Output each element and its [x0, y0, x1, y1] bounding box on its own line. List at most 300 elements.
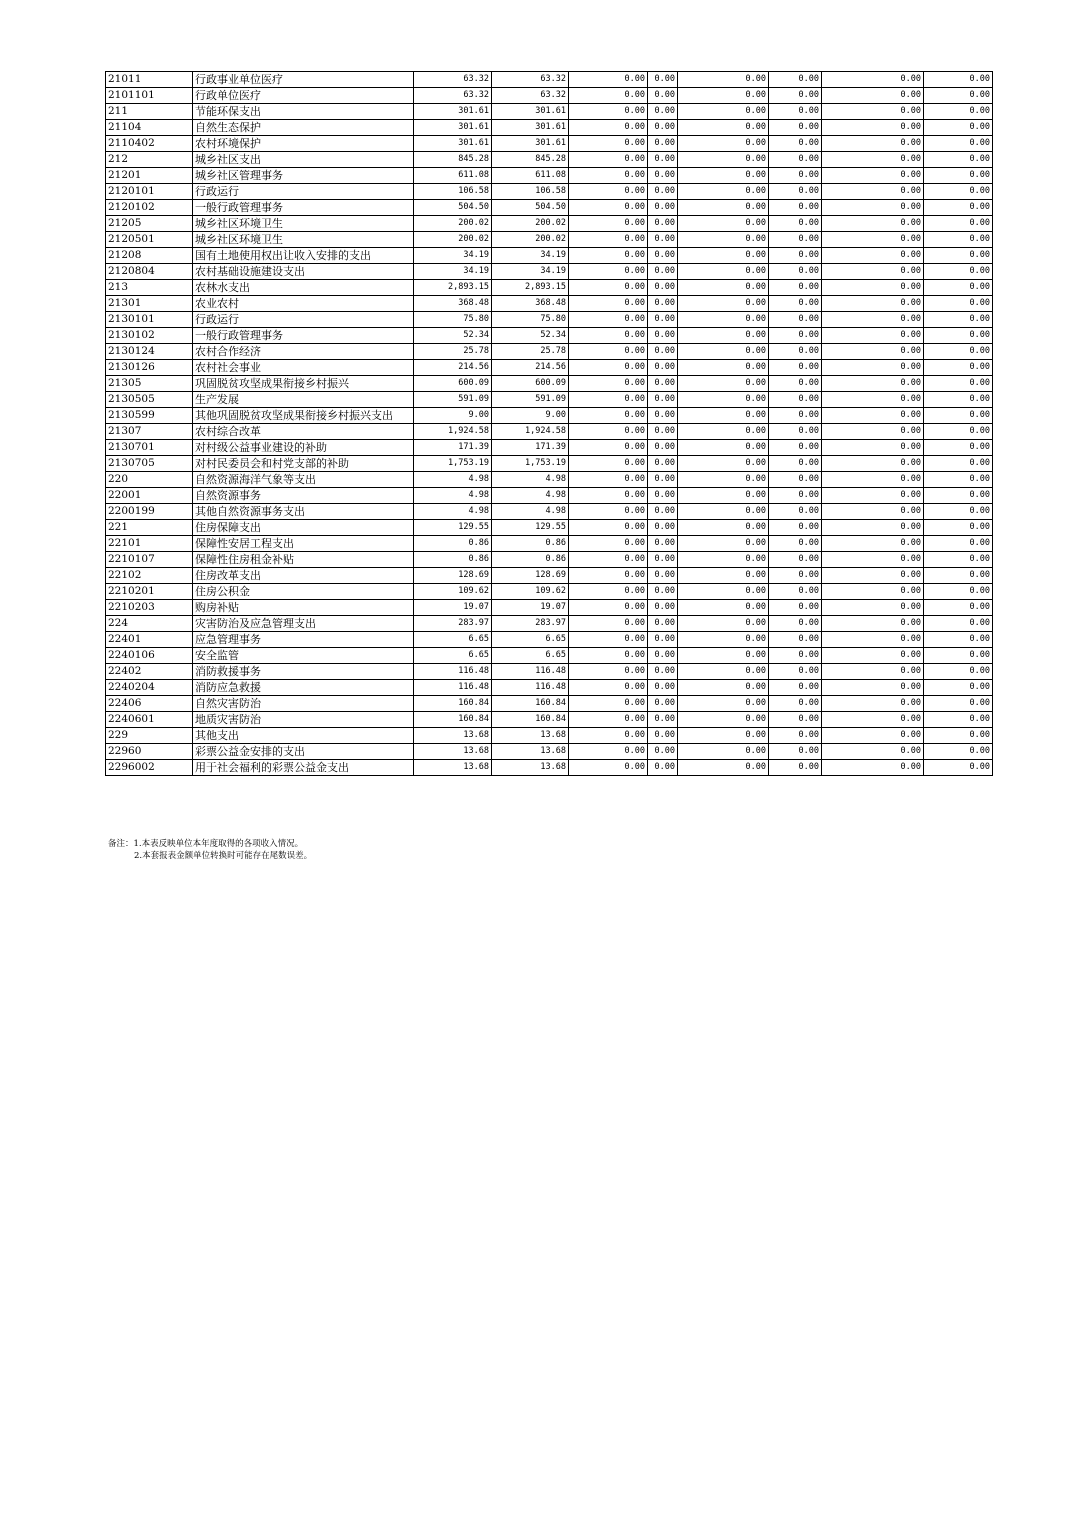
amount-cell: 0.00 — [648, 456, 678, 472]
amount-cell: 0.00 — [648, 744, 678, 760]
subject-code-cell: 2130102 — [106, 328, 193, 344]
table-row — [106, 120, 993, 136]
subject-name-cell: 生产发展 — [193, 392, 414, 408]
amount-cell: 0.00 — [678, 312, 769, 328]
amount-cell: 200.02 — [492, 216, 569, 232]
amount-cell: 504.50 — [492, 200, 569, 216]
amount-cell: 0.00 — [678, 408, 769, 424]
amount-cell: 0.00 — [822, 744, 924, 760]
subject-name-cell: 保障性安居工程支出 — [193, 536, 414, 552]
amount-cell: 0.00 — [678, 296, 769, 312]
amount-cell: 0.00 — [822, 696, 924, 712]
amount-cell: 0.00 — [648, 88, 678, 104]
amount-cell: 2,893.15 — [414, 280, 492, 296]
amount-cell: 0.00 — [569, 184, 648, 200]
amount-cell: 75.80 — [492, 312, 569, 328]
subject-name-cell: 用于社会福利的彩票公益金支出 — [193, 760, 414, 776]
subject-code-cell: 22102 — [106, 568, 193, 584]
subject-code-cell: 2130124 — [106, 344, 193, 360]
amount-cell: 0.00 — [678, 440, 769, 456]
amount-cell: 0.86 — [492, 552, 569, 568]
subject-name-cell: 行政事业单位医疗 — [193, 72, 414, 88]
amount-cell: 0.00 — [924, 200, 993, 216]
table-row — [106, 280, 993, 296]
table-row — [106, 152, 993, 168]
amount-cell: 0.00 — [569, 440, 648, 456]
table-body — [106, 72, 993, 776]
amount-cell: 6.65 — [414, 632, 492, 648]
amount-cell: 0.00 — [678, 456, 769, 472]
amount-cell: 0.00 — [569, 424, 648, 440]
amount-cell: 0.00 — [822, 232, 924, 248]
amount-cell: 0.00 — [769, 568, 822, 584]
subject-code-cell: 2110402 — [106, 136, 193, 152]
amount-cell: 0.00 — [648, 472, 678, 488]
subject-code-cell: 21208 — [106, 248, 193, 264]
amount-cell: 0.00 — [569, 520, 648, 536]
amount-cell: 0.00 — [569, 456, 648, 472]
amount-cell: 845.28 — [492, 152, 569, 168]
subject-code-cell: 224 — [106, 616, 193, 632]
amount-cell: 0.00 — [924, 744, 993, 760]
footnote-2: 2.本套报表金额单位转换时可能存在尾数误差。 — [134, 851, 313, 861]
subject-name-cell: 城乡社区支出 — [193, 152, 414, 168]
amount-cell: 0.00 — [678, 376, 769, 392]
subject-name-cell: 消防救援事务 — [193, 664, 414, 680]
subject-code-cell: 21201 — [106, 168, 193, 184]
amount-cell: 0.00 — [569, 232, 648, 248]
amount-cell: 0.00 — [924, 184, 993, 200]
amount-cell: 0.00 — [569, 408, 648, 424]
amount-cell: 0.00 — [924, 552, 993, 568]
amount-cell: 0.00 — [648, 536, 678, 552]
amount-cell: 0.00 — [678, 648, 769, 664]
table-row — [106, 328, 993, 344]
amount-cell: 0.00 — [769, 248, 822, 264]
amount-cell: 0.00 — [924, 360, 993, 376]
amount-cell: 0.00 — [924, 408, 993, 424]
table-row — [106, 520, 993, 536]
amount-cell: 25.78 — [492, 344, 569, 360]
amount-cell: 0.00 — [822, 104, 924, 120]
amount-cell: 171.39 — [414, 440, 492, 456]
subject-name-cell: 农业农村 — [193, 296, 414, 312]
amount-cell: 301.61 — [492, 104, 569, 120]
amount-cell: 0.00 — [569, 536, 648, 552]
amount-cell: 0.00 — [648, 760, 678, 776]
amount-cell: 0.00 — [569, 152, 648, 168]
subject-code-cell: 21301 — [106, 296, 193, 312]
subject-code-cell: 2120101 — [106, 184, 193, 200]
amount-cell: 0.00 — [924, 312, 993, 328]
subject-code-cell: 2120501 — [106, 232, 193, 248]
amount-cell: 0.00 — [924, 760, 993, 776]
amount-cell: 0.00 — [822, 248, 924, 264]
amount-cell: 0.00 — [569, 392, 648, 408]
amount-cell: 0.00 — [924, 392, 993, 408]
subject-code-cell: 21305 — [106, 376, 193, 392]
amount-cell: 0.86 — [414, 536, 492, 552]
amount-cell: 0.00 — [648, 248, 678, 264]
amount-cell: 1,924.58 — [492, 424, 569, 440]
subject-name-cell: 城乡社区环境卫生 — [193, 216, 414, 232]
subject-code-cell: 212 — [106, 152, 193, 168]
amount-cell: 0.00 — [769, 456, 822, 472]
subject-name-cell: 行政运行 — [193, 312, 414, 328]
amount-cell: 0.00 — [648, 728, 678, 744]
subject-code-cell: 2101101 — [106, 88, 193, 104]
subject-name-cell: 其他自然资源事务支出 — [193, 504, 414, 520]
amount-cell: 0.00 — [822, 440, 924, 456]
amount-cell: 0.00 — [648, 568, 678, 584]
amount-cell: 109.62 — [414, 584, 492, 600]
table-row — [106, 664, 993, 680]
amount-cell: 0.00 — [924, 648, 993, 664]
amount-cell: 34.19 — [414, 248, 492, 264]
amount-cell: 63.32 — [414, 72, 492, 88]
amount-cell: 0.00 — [924, 664, 993, 680]
amount-cell: 301.61 — [414, 136, 492, 152]
amount-cell: 0.00 — [569, 264, 648, 280]
subject-code-cell: 220 — [106, 472, 193, 488]
subject-name-cell: 其他支出 — [193, 728, 414, 744]
subject-name-cell: 一般行政管理事务 — [193, 328, 414, 344]
amount-cell: 52.34 — [492, 328, 569, 344]
amount-cell: 1,753.19 — [414, 456, 492, 472]
amount-cell: 0.00 — [678, 168, 769, 184]
amount-cell: 160.84 — [492, 696, 569, 712]
amount-cell: 0.00 — [822, 760, 924, 776]
amount-cell: 0.00 — [769, 536, 822, 552]
subject-code-cell: 2130505 — [106, 392, 193, 408]
amount-cell: 0.00 — [822, 360, 924, 376]
amount-cell: 0.00 — [924, 568, 993, 584]
amount-cell: 0.00 — [769, 280, 822, 296]
subject-name-cell: 农村合作经济 — [193, 344, 414, 360]
subject-code-cell: 2240204 — [106, 680, 193, 696]
amount-cell: 0.00 — [678, 280, 769, 296]
amount-cell: 0.00 — [924, 248, 993, 264]
subject-code-cell: 2130101 — [106, 312, 193, 328]
amount-cell: 0.00 — [769, 504, 822, 520]
subject-name-cell: 城乡社区管理事务 — [193, 168, 414, 184]
amount-cell: 0.00 — [822, 136, 924, 152]
amount-cell: 0.00 — [648, 632, 678, 648]
subject-name-cell: 灾害防治及应急管理支出 — [193, 616, 414, 632]
amount-cell: 0.00 — [648, 328, 678, 344]
amount-cell: 0.00 — [822, 648, 924, 664]
amount-cell: 0.00 — [648, 232, 678, 248]
amount-cell: 0.00 — [822, 616, 924, 632]
amount-cell: 0.00 — [678, 200, 769, 216]
amount-cell: 0.00 — [769, 552, 822, 568]
amount-cell: 0.00 — [648, 360, 678, 376]
amount-cell: 0.00 — [924, 536, 993, 552]
subject-name-cell: 住房公积金 — [193, 584, 414, 600]
amount-cell: 0.00 — [648, 184, 678, 200]
table-row — [106, 88, 993, 104]
amount-cell: 0.00 — [569, 584, 648, 600]
subject-name-cell: 自然资源海洋气象等支出 — [193, 472, 414, 488]
table-row — [106, 296, 993, 312]
amount-cell: 106.58 — [492, 184, 569, 200]
amount-cell: 128.69 — [492, 568, 569, 584]
amount-cell: 0.00 — [822, 216, 924, 232]
amount-cell: 0.00 — [924, 632, 993, 648]
amount-cell: 0.00 — [822, 680, 924, 696]
amount-cell: 0.00 — [769, 392, 822, 408]
amount-cell: 1,924.58 — [414, 424, 492, 440]
amount-cell: 0.00 — [924, 728, 993, 744]
amount-cell: 0.00 — [769, 376, 822, 392]
amount-cell: 0.00 — [822, 472, 924, 488]
amount-cell: 0.00 — [569, 328, 648, 344]
amount-cell: 0.00 — [648, 344, 678, 360]
amount-cell: 845.28 — [414, 152, 492, 168]
amount-cell: 0.00 — [678, 184, 769, 200]
amount-cell: 0.00 — [678, 536, 769, 552]
amount-cell: 0.00 — [569, 712, 648, 728]
amount-cell: 0.00 — [822, 424, 924, 440]
subject-code-cell: 22406 — [106, 696, 193, 712]
amount-cell: 0.00 — [769, 520, 822, 536]
amount-cell: 1,753.19 — [492, 456, 569, 472]
table-row — [106, 584, 993, 600]
amount-cell: 0.00 — [648, 584, 678, 600]
amount-cell: 0.00 — [648, 520, 678, 536]
subject-name-cell: 住房保障支出 — [193, 520, 414, 536]
amount-cell: 0.00 — [678, 568, 769, 584]
amount-cell: 128.69 — [414, 568, 492, 584]
amount-cell: 63.32 — [492, 88, 569, 104]
amount-cell: 13.68 — [414, 744, 492, 760]
amount-cell: 0.00 — [569, 488, 648, 504]
amount-cell: 0.00 — [769, 264, 822, 280]
amount-cell: 214.56 — [492, 360, 569, 376]
amount-cell: 63.32 — [492, 72, 569, 88]
amount-cell: 0.00 — [569, 72, 648, 88]
amount-cell: 0.00 — [678, 744, 769, 760]
amount-cell: 0.00 — [678, 696, 769, 712]
table-row — [106, 504, 993, 520]
amount-cell: 0.00 — [822, 168, 924, 184]
subject-name-cell: 节能环保支出 — [193, 104, 414, 120]
amount-cell: 0.00 — [924, 424, 993, 440]
amount-cell: 0.00 — [678, 328, 769, 344]
amount-cell: 129.55 — [492, 520, 569, 536]
subject-name-cell: 行政单位医疗 — [193, 88, 414, 104]
subject-code-cell: 22101 — [106, 536, 193, 552]
amount-cell: 116.48 — [414, 680, 492, 696]
amount-cell: 0.00 — [822, 408, 924, 424]
amount-cell: 0.00 — [769, 760, 822, 776]
amount-cell: 0.00 — [822, 392, 924, 408]
table-row — [106, 136, 993, 152]
amount-cell: 4.98 — [414, 504, 492, 520]
table-row — [106, 200, 993, 216]
table-row — [106, 408, 993, 424]
subject-code-cell: 2240106 — [106, 648, 193, 664]
amount-cell: 0.00 — [822, 88, 924, 104]
amount-cell: 0.00 — [822, 296, 924, 312]
subject-name-cell: 自然资源事务 — [193, 488, 414, 504]
amount-cell: 0.00 — [569, 312, 648, 328]
amount-cell: 160.84 — [414, 696, 492, 712]
amount-cell: 0.00 — [822, 568, 924, 584]
subject-code-cell: 2130126 — [106, 360, 193, 376]
amount-cell: 0.00 — [678, 712, 769, 728]
amount-cell: 0.00 — [769, 104, 822, 120]
footnote-1: 备注：1.本表反映单位本年度取得的各项收入情况。 — [108, 839, 304, 849]
amount-cell: 13.68 — [492, 760, 569, 776]
amount-cell: 0.00 — [648, 72, 678, 88]
amount-cell: 0.00 — [924, 88, 993, 104]
amount-cell: 0.00 — [678, 632, 769, 648]
amount-cell: 116.48 — [492, 664, 569, 680]
amount-cell: 0.00 — [648, 408, 678, 424]
amount-cell: 4.98 — [492, 472, 569, 488]
amount-cell: 0.00 — [769, 360, 822, 376]
amount-cell: 0.00 — [648, 200, 678, 216]
amount-cell: 283.97 — [492, 616, 569, 632]
amount-cell: 0.00 — [769, 408, 822, 424]
subject-name-cell: 农村综合改革 — [193, 424, 414, 440]
amount-cell: 0.00 — [822, 280, 924, 296]
amount-cell: 4.98 — [414, 488, 492, 504]
amount-cell: 0.00 — [769, 200, 822, 216]
subject-code-cell: 21307 — [106, 424, 193, 440]
amount-cell: 0.00 — [822, 664, 924, 680]
amount-cell: 0.00 — [924, 136, 993, 152]
subject-code-cell: 22960 — [106, 744, 193, 760]
subject-name-cell: 城乡社区环境卫生 — [193, 232, 414, 248]
amount-cell: 63.32 — [414, 88, 492, 104]
subject-name-cell: 住房改革支出 — [193, 568, 414, 584]
amount-cell: 301.61 — [492, 120, 569, 136]
amount-cell: 0.00 — [769, 136, 822, 152]
subject-name-cell: 行政运行 — [193, 184, 414, 200]
amount-cell: 600.09 — [492, 376, 569, 392]
amount-cell: 0.00 — [569, 168, 648, 184]
amount-cell: 0.00 — [769, 120, 822, 136]
amount-cell: 611.08 — [492, 168, 569, 184]
amount-cell: 0.00 — [822, 552, 924, 568]
table-row — [106, 344, 993, 360]
table-row — [106, 72, 993, 88]
subject-code-cell: 2130701 — [106, 440, 193, 456]
amount-cell: 0.00 — [822, 312, 924, 328]
subject-code-cell: 21011 — [106, 72, 193, 88]
amount-cell: 0.00 — [569, 104, 648, 120]
subject-name-cell: 自然生态保护 — [193, 120, 414, 136]
subject-code-cell: 2210201 — [106, 584, 193, 600]
amount-cell: 0.00 — [924, 472, 993, 488]
amount-cell: 34.19 — [492, 248, 569, 264]
subject-code-cell: 2130599 — [106, 408, 193, 424]
amount-cell: 0.00 — [648, 712, 678, 728]
table-row — [106, 232, 993, 248]
table-row — [106, 600, 993, 616]
amount-cell: 0.00 — [769, 728, 822, 744]
amount-cell: 129.55 — [414, 520, 492, 536]
amount-cell: 0.00 — [648, 296, 678, 312]
subject-code-cell: 2210107 — [106, 552, 193, 568]
amount-cell: 0.00 — [924, 104, 993, 120]
amount-cell: 13.68 — [492, 744, 569, 760]
amount-cell: 0.00 — [822, 712, 924, 728]
amount-cell: 160.84 — [414, 712, 492, 728]
amount-cell: 0.00 — [678, 760, 769, 776]
amount-cell: 4.98 — [492, 504, 569, 520]
amount-cell: 283.97 — [414, 616, 492, 632]
table-row — [106, 744, 993, 760]
amount-cell: 200.02 — [414, 232, 492, 248]
amount-cell: 34.19 — [414, 264, 492, 280]
amount-cell: 0.00 — [769, 440, 822, 456]
amount-cell: 0.00 — [648, 264, 678, 280]
amount-cell: 0.00 — [769, 88, 822, 104]
table-row — [106, 184, 993, 200]
amount-cell: 0.00 — [924, 440, 993, 456]
amount-cell: 0.00 — [678, 664, 769, 680]
amount-cell: 52.34 — [414, 328, 492, 344]
amount-cell: 9.00 — [414, 408, 492, 424]
amount-cell: 504.50 — [414, 200, 492, 216]
table-row — [106, 264, 993, 280]
amount-cell: 160.84 — [492, 712, 569, 728]
amount-cell: 0.00 — [924, 344, 993, 360]
amount-cell: 0.00 — [769, 600, 822, 616]
subject-name-cell: 应急管理事务 — [193, 632, 414, 648]
amount-cell: 0.00 — [569, 728, 648, 744]
table-row — [106, 712, 993, 728]
amount-cell: 200.02 — [492, 232, 569, 248]
amount-cell: 0.00 — [924, 584, 993, 600]
amount-cell: 0.00 — [924, 72, 993, 88]
amount-cell: 0.00 — [822, 488, 924, 504]
subject-code-cell: 211 — [106, 104, 193, 120]
amount-cell: 0.00 — [924, 296, 993, 312]
amount-cell: 0.00 — [924, 152, 993, 168]
amount-cell: 0.00 — [569, 744, 648, 760]
amount-cell: 0.00 — [569, 664, 648, 680]
table-row — [106, 312, 993, 328]
amount-cell: 0.00 — [648, 168, 678, 184]
amount-cell: 0.00 — [569, 568, 648, 584]
amount-cell: 214.56 — [414, 360, 492, 376]
amount-cell: 0.86 — [492, 536, 569, 552]
amount-cell: 0.00 — [924, 696, 993, 712]
amount-cell: 0.00 — [569, 680, 648, 696]
amount-cell: 0.00 — [648, 424, 678, 440]
amount-cell: 109.62 — [492, 584, 569, 600]
amount-cell: 0.00 — [648, 504, 678, 520]
table-row — [106, 536, 993, 552]
subject-code-cell: 213 — [106, 280, 193, 296]
amount-cell: 591.09 — [492, 392, 569, 408]
amount-cell: 0.00 — [569, 296, 648, 312]
table-row — [106, 456, 993, 472]
amount-cell: 0.00 — [678, 136, 769, 152]
subject-code-cell: 2240601 — [106, 712, 193, 728]
amount-cell: 0.00 — [769, 72, 822, 88]
amount-cell: 0.00 — [678, 392, 769, 408]
amount-cell: 0.00 — [569, 136, 648, 152]
subject-code-cell: 22001 — [106, 488, 193, 504]
amount-cell: 0.00 — [769, 424, 822, 440]
amount-cell: 0.00 — [924, 280, 993, 296]
amount-cell: 0.00 — [648, 616, 678, 632]
